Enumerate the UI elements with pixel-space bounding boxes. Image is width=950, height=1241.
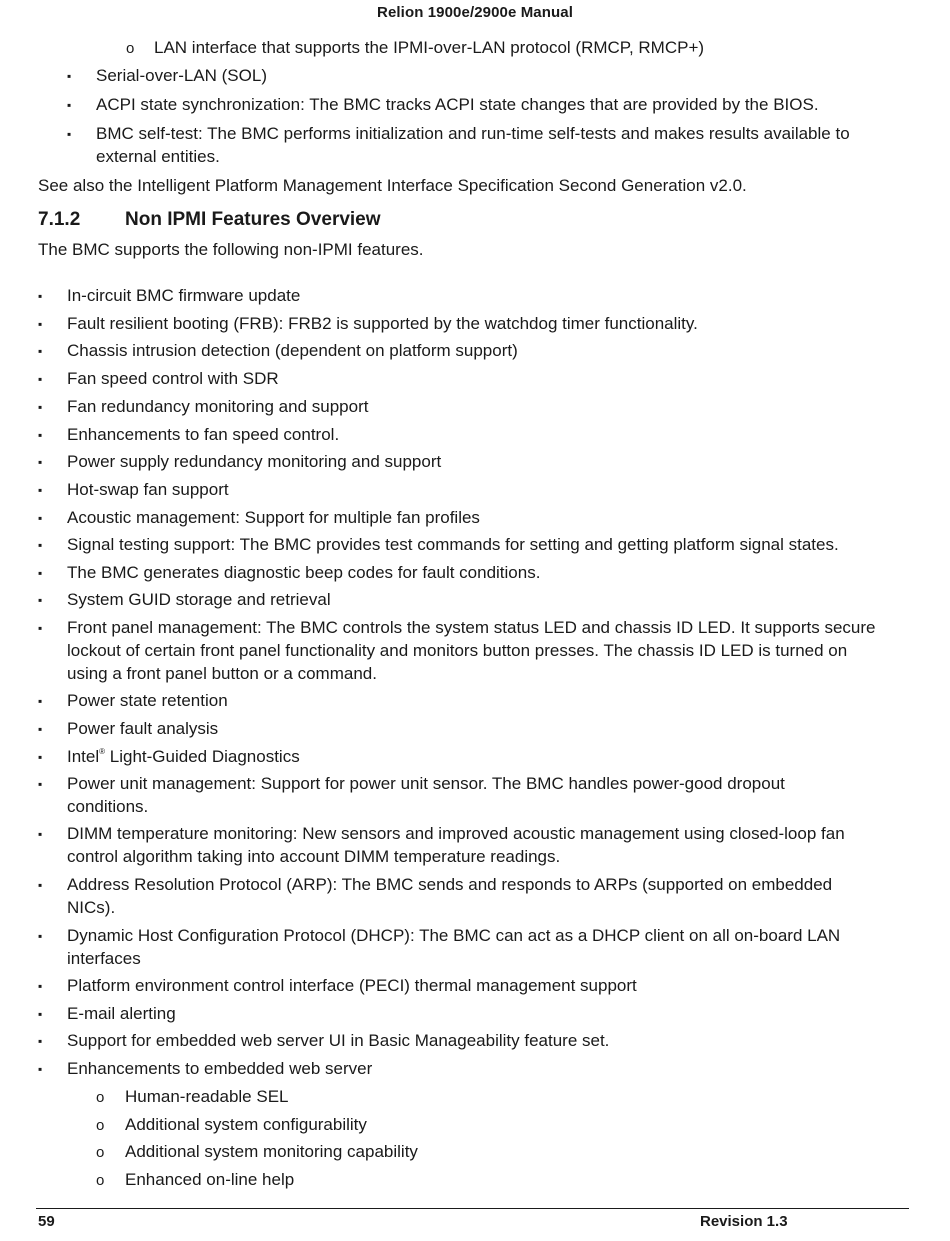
list-item-continuation: interfaces (67, 949, 141, 968)
list-item: Enhancements to embedded web server (67, 1059, 373, 1078)
list-sub-item: Human-readable SEL (125, 1087, 289, 1106)
square-bullet-icon: ▪ (38, 979, 43, 993)
page-header-title: Relion 1900e/2900e Manual (377, 4, 573, 21)
list-sub-item: Additional system configurability (125, 1115, 367, 1134)
list-item: DIMM temperature monitoring: New sensors and improved acoustic management using closed-loop fan (67, 824, 845, 843)
square-bullet-icon: ▪ (38, 538, 43, 552)
square-bullet-icon: ▪ (38, 400, 43, 414)
list-item: Dynamic Host Configuration Protocol (DHCP): The BMC can act as a DHCP client on all on-board LAN (67, 926, 841, 945)
square-bullet-icon: ▪ (38, 722, 43, 736)
list-item: Address Resolution Protocol (ARP): The BMC sends and responds to ARPs (supported on embedded (67, 875, 833, 894)
circle-bullet-icon: o (96, 1089, 105, 1106)
square-bullet-icon: ▪ (38, 750, 43, 764)
list-item: Hot-swap fan support (67, 480, 229, 499)
list-item: The BMC generates diagnostic beep codes for fault conditions. (67, 563, 541, 582)
page-number: 59 (38, 1213, 55, 1230)
list-item: Platform environment control interface (PECI) thermal management support (67, 976, 637, 995)
list-item: Fan speed control with SDR (67, 369, 279, 388)
list-item-continuation: external entities. (96, 147, 220, 166)
section-number: 7.1.2 (38, 209, 81, 230)
list-item: Support for embedded web server UI in Basic Manageability feature set. (67, 1031, 610, 1050)
list-item: Fan redundancy monitoring and support (67, 397, 369, 416)
square-bullet-icon: ▪ (38, 929, 43, 943)
square-bullet-icon: ▪ (38, 694, 43, 708)
circle-bullet-icon: o (96, 1117, 105, 1134)
square-bullet-icon: ▪ (38, 289, 43, 303)
list-item: Power supply redundancy monitoring and support (67, 452, 442, 471)
square-bullet-icon: ▪ (38, 621, 43, 635)
list-item: BMC self-test: The BMC performs initialization and run-time self-tests and makes results available to (96, 124, 850, 143)
square-bullet-icon: ▪ (38, 593, 43, 607)
list-sub-item: Additional system monitoring capability (125, 1142, 418, 1161)
footer-divider (36, 1208, 909, 1209)
square-bullet-icon: ▪ (38, 428, 43, 442)
square-bullet-icon: ▪ (67, 69, 72, 83)
circle-bullet-icon: o (96, 1172, 105, 1189)
list-item: Power fault analysis (67, 719, 219, 738)
square-bullet-icon: ▪ (38, 317, 43, 331)
square-bullet-icon: ▪ (38, 566, 43, 580)
square-bullet-icon: ▪ (67, 98, 72, 112)
square-bullet-icon: ▪ (38, 1007, 43, 1021)
list-item: Power state retention (67, 691, 228, 710)
section-title: Non IPMI Features Overview (125, 209, 381, 230)
square-bullet-icon: ▪ (38, 878, 43, 892)
list-item: Power unit management: Support for power unit sensor. The BMC handles power-good dropout (67, 774, 785, 793)
list-item: E-mail alerting (67, 1004, 176, 1023)
square-bullet-icon: ▪ (38, 777, 43, 791)
list-item: Acoustic management: Support for multiple fan profiles (67, 508, 480, 527)
square-bullet-icon: ▪ (67, 127, 72, 141)
square-bullet-icon: ▪ (38, 455, 43, 469)
see-also-text: See also the Intelligent Platform Management Interface Specification Second Generation v2.0. (38, 176, 747, 195)
circle-bullet-icon: o (96, 1144, 105, 1161)
list-item-continuation: control algorithm taking into account DIMM temperature readings. (67, 847, 561, 866)
section-heading (38, 209, 381, 231)
list-item-continuation: NICs). (67, 898, 116, 917)
list-item: Chassis intrusion detection (dependent on platform support) (67, 341, 518, 360)
list-sub-item: LAN interface that supports the IPMI-over-LAN protocol (RMCP, RMCP+) (154, 38, 705, 57)
revision-label: Revision 1.3 (700, 1213, 788, 1230)
section-intro: The BMC supports the following non-IPMI features. (38, 240, 424, 259)
square-bullet-icon: ▪ (38, 1062, 43, 1076)
list-sub-item: Enhanced on-line help (125, 1170, 295, 1189)
list-item: Intel® Light-Guided Diagnostics (67, 747, 300, 766)
square-bullet-icon: ▪ (38, 372, 43, 386)
list-item: Enhancements to fan speed control. (67, 425, 340, 444)
list-item: Serial-over-LAN (SOL) (96, 66, 267, 85)
list-item-continuation: using a front panel button or a command. (67, 664, 377, 683)
list-item-continuation: conditions. (67, 797, 149, 816)
list-item: Front panel management: The BMC controls the system status LED and chassis ID LED. It supports secure (67, 618, 876, 637)
square-bullet-icon: ▪ (38, 511, 43, 525)
list-item: System GUID storage and retrieval (67, 590, 331, 609)
list-item: Signal testing support: The BMC provides test commands for setting and getting platform signal states. (67, 535, 839, 554)
square-bullet-icon: ▪ (38, 1034, 43, 1048)
list-item: ACPI state synchronization: The BMC tracks ACPI state changes that are provided by the BIOS. (96, 95, 819, 114)
list-item-continuation: lockout of certain front panel functionality and monitors button presses. The chassis ID LED is turned on (67, 641, 848, 660)
square-bullet-icon: ▪ (38, 827, 43, 841)
square-bullet-icon: ▪ (38, 483, 43, 497)
square-bullet-icon: ▪ (38, 344, 43, 358)
circle-bullet-icon: o (126, 40, 135, 57)
list-item: In-circuit BMC firmware update (67, 286, 301, 305)
list-item: Fault resilient booting (FRB): FRB2 is supported by the watchdog timer functionality. (67, 314, 698, 333)
